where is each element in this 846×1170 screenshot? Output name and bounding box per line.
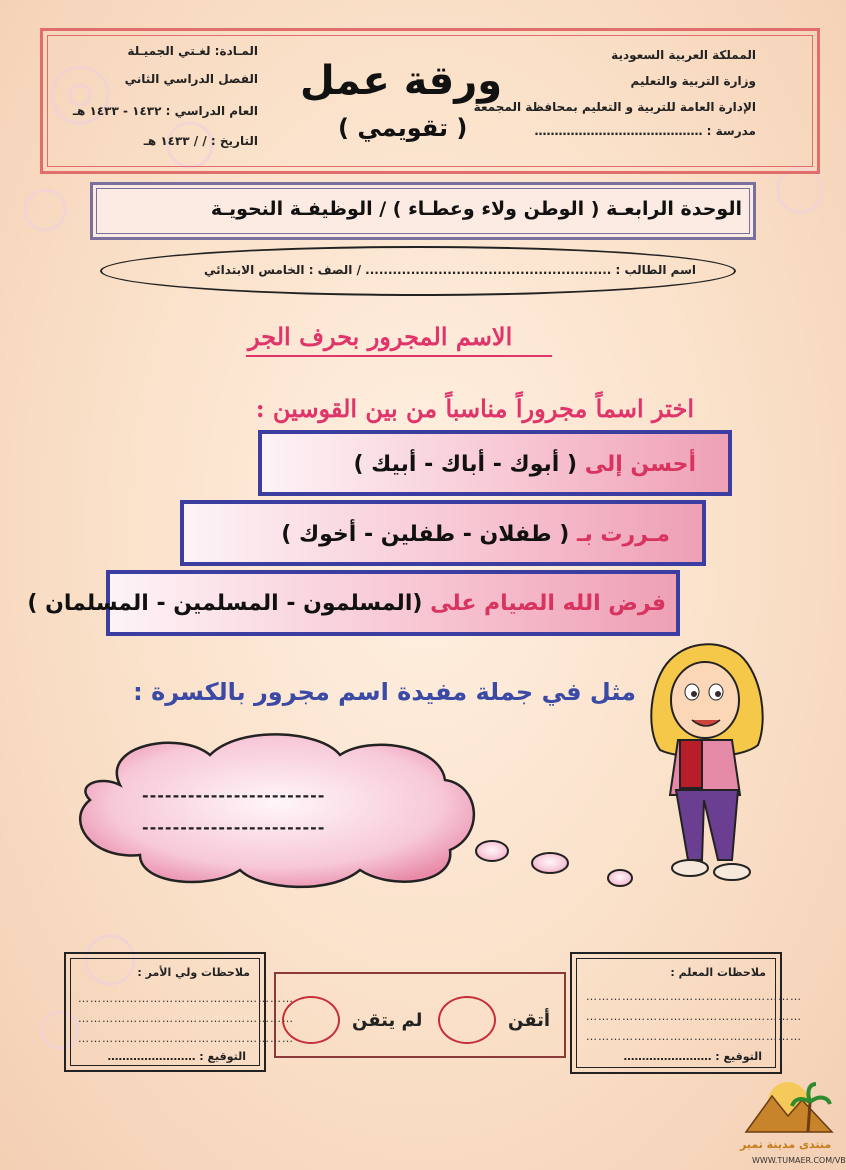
- lesson-title-underline: [246, 355, 552, 357]
- mastered-label: أتقن: [508, 1010, 551, 1031]
- guardian-notes-line-2[interactable]: ………………………………………………: [78, 1012, 294, 1025]
- guardian-notes-label: ملاحظات ولي الأمر :: [137, 966, 250, 979]
- teacher-notes-line-2[interactable]: ………………………………………………: [586, 1010, 802, 1023]
- question-1: [353, 452, 696, 477]
- answer-line-1[interactable]: ------------------------: [142, 786, 326, 805]
- example-prompt: مثل في جملة مفيدة اسم مجرور بالكسرة :: [133, 678, 636, 706]
- question-2-lead: مـررت بـ: [576, 522, 670, 547]
- not-mastered-label: لم يتقن: [352, 1010, 423, 1031]
- guardian-notes-line-1[interactable]: ………………………………………………: [78, 992, 294, 1005]
- lesson-title: الاسم المجرور بحرف الجر: [248, 322, 513, 351]
- unit-title: الوحدة الرابعـة ( الوطن ولاء وعطـاء ) / الوظيفـة النحويـة: [210, 198, 742, 220]
- kingdom-line: المملكة العربية السعودية: [611, 48, 756, 62]
- guardian-notes-line-3[interactable]: ………………………………………………: [78, 1032, 294, 1045]
- academic-year-line: العام الدراسي : ١٤٣٢ - ١٤٣٣ هـ: [72, 104, 258, 118]
- question-1-choices[interactable]: ( أبوك - أباك - أبيك ): [353, 452, 578, 477]
- forum-logo-name: منتدى مدينة تمير: [740, 1138, 832, 1151]
- question-3: [27, 591, 666, 616]
- teacher-notes-line-1[interactable]: ………………………………………………: [586, 990, 802, 1003]
- instruction-text: اختر اسماً مجروراً مناسباً من بين القوسين :: [255, 394, 694, 423]
- administration-line: الإدارة العامة للتربية و التعليم بمحافظة المجمعة: [473, 100, 756, 114]
- girl-holding-book-illustration: [640, 640, 770, 900]
- subject-line: المـادة: لغـتي الجميـلة: [127, 44, 258, 58]
- question-2-choices[interactable]: ( طفلان - طفلين - أخوك ): [281, 522, 570, 547]
- guardian-signature[interactable]: التوقيع : ……………………: [107, 1050, 246, 1063]
- ministry-line: وزارة التربية والتعليم: [630, 74, 756, 88]
- teacher-notes-line-3[interactable]: ………………………………………………: [586, 1030, 802, 1043]
- thought-cloud: [60, 725, 660, 900]
- forum-logo-icon: [736, 1072, 840, 1142]
- worksheet-subtitle: ( تقويمي ): [338, 114, 468, 142]
- student-name-field[interactable]: اسم الطالب : ...................................................... / الصف : الخامس الابتدائي: [204, 263, 696, 277]
- school-line: مدرسة : ……………………………………: [534, 124, 756, 138]
- question-3-choices[interactable]: (المسلمون - المسلمين - المسلمان ): [27, 591, 423, 616]
- question-2: [281, 522, 670, 547]
- forum-logo-url[interactable]: WWW.TUMAER.COM/VB: [752, 1156, 846, 1165]
- mastered-checkbox[interactable]: [438, 996, 496, 1044]
- worksheet-title: ورقة عمل: [300, 58, 503, 104]
- answer-line-2[interactable]: ------------------------: [142, 818, 326, 837]
- teacher-notes-label: ملاحظات المعلم :: [670, 966, 766, 979]
- date-line: التاريخ : / / ١٤٣٣ هـ: [143, 134, 258, 148]
- question-1-lead: أحسن إلى: [584, 452, 696, 477]
- teacher-signature[interactable]: التوقيع : ……………………: [623, 1050, 762, 1063]
- question-3-lead: فرض الله الصيام على: [430, 591, 666, 616]
- semester-line: الفصل الدراسي الثاني: [124, 72, 258, 86]
